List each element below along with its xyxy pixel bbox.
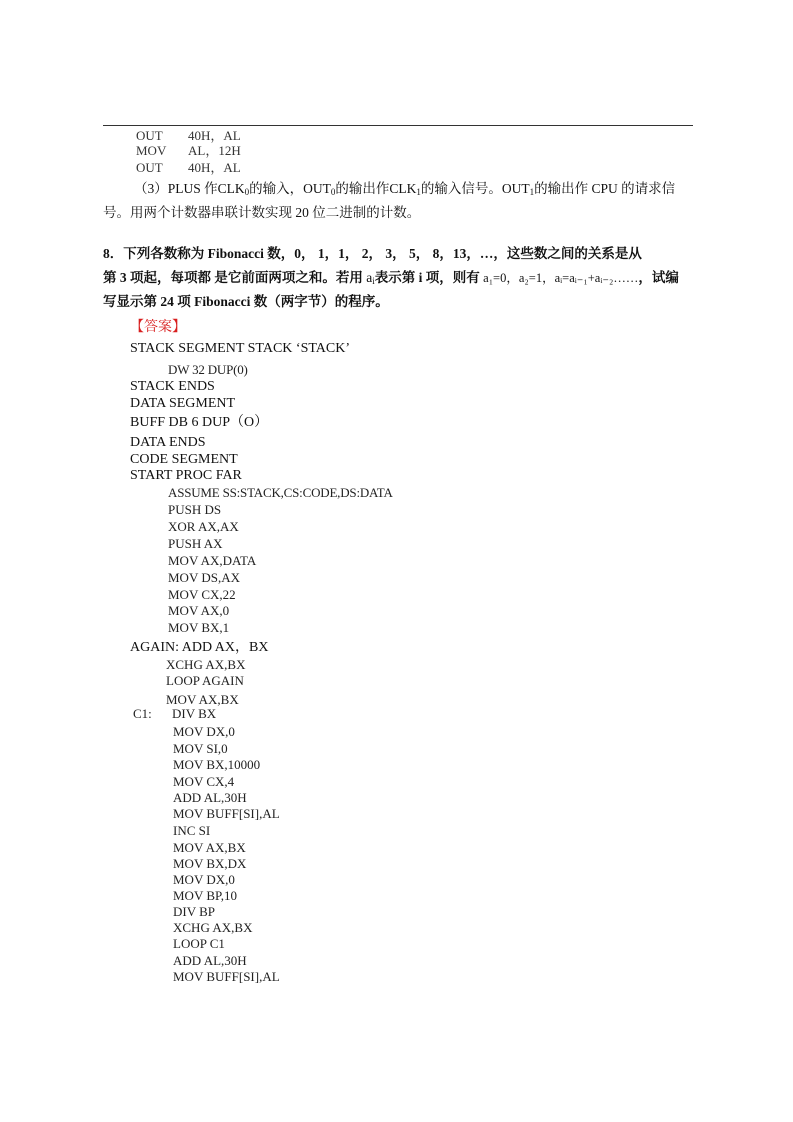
out-symbol: OUT	[501, 181, 530, 196]
code-line: MOV BUFF[SI],AL	[173, 969, 280, 984]
subscript: 0	[330, 187, 336, 197]
note3-text: （3）PLUS 作	[134, 181, 218, 196]
note3-text: 的输出作	[335, 181, 390, 196]
code-line: DIV BP	[173, 904, 216, 919]
code-line: MOV AX,BX	[173, 840, 246, 855]
code-args: AL，12H	[188, 143, 241, 158]
note3-text: 的输入，	[249, 181, 304, 196]
code-line: MOV BP,10	[173, 888, 238, 903]
clk-symbol: CLK	[217, 181, 245, 196]
math-equation: a₁=0，a₂=1，aᵢ=aᵢ₋₁+aᵢ₋₂……	[483, 271, 639, 285]
code-line: BUFF DB 6 DUP（O）	[130, 415, 269, 430]
code-args: 40H，AL	[188, 128, 241, 143]
code-op: OUT	[136, 160, 163, 175]
code-line: MOV AX,0	[168, 603, 230, 618]
note3-text: 的输出作 CPU 的请求信	[534, 181, 676, 196]
code-line: MOV DS,AX	[168, 570, 240, 585]
code-line: MOV BX,1	[168, 620, 230, 635]
code-line: MOV BX,10000	[173, 757, 261, 772]
q8-text: ，试编	[638, 270, 679, 285]
note3-line1	[134, 178, 699, 203]
q8-text: 第 3 项起，每项都 是它前面两项之和。若用	[103, 270, 367, 285]
code-line: MOV DX,0	[173, 872, 235, 887]
note3-text: 的输入信号。	[420, 181, 502, 196]
code-args: 40H，AL	[188, 160, 241, 175]
code-line: PUSH DS	[168, 502, 222, 517]
header-rule	[103, 125, 693, 126]
code-line: XOR AX,AX	[168, 519, 239, 534]
code-line: STACK SEGMENT STACK ‘STACK’	[130, 341, 351, 356]
q8-text: 表示第 i 项，则有	[374, 270, 484, 285]
q8-line3: 写显示第 24 项 Fibonacci 数（两字节）的程序。	[103, 294, 389, 309]
code-line: MOV DX,0	[173, 724, 235, 739]
subscript: 0	[244, 187, 250, 197]
code-line: ADD AL,30H	[173, 790, 247, 805]
q8-line2	[103, 267, 695, 292]
code-line: XCHG AX,BX	[173, 920, 253, 935]
code-line: MOV SI,0	[173, 741, 228, 756]
out-symbol: OUT	[303, 181, 331, 196]
code-line: MOV CX,4	[173, 774, 235, 789]
math-ai: a	[366, 270, 373, 285]
subscript: i	[372, 276, 375, 286]
code-line: ADD AL,30H	[173, 953, 247, 968]
code-line: CODE SEGMENT	[130, 452, 238, 467]
answer-label: 【答案】	[130, 319, 186, 335]
code-line: DATA SEGMENT	[130, 396, 236, 411]
code-line: INC SI	[173, 823, 211, 838]
code-label: C1:	[133, 706, 152, 721]
code-line: MOV BX,DX	[173, 856, 247, 871]
code-line: XCHG AX,BX	[166, 657, 246, 672]
code-line: PUSH AX	[168, 536, 223, 551]
code-line: LOOP C1	[173, 936, 225, 951]
code-label-line: AGAIN: ADD AX，BX	[130, 640, 269, 655]
q8-line1: 8．下列各数称为 Fibonacci 数，0， 1，1， 2， 3， 5， 8，13，…，这些数之间的关系是从	[103, 246, 642, 261]
code-line: DIV BX	[172, 706, 217, 721]
code-line: MOV AX,DATA	[168, 553, 257, 568]
code-line: START PROC FAR	[130, 468, 242, 483]
code-op: MOV	[136, 143, 167, 158]
subscript: 1	[416, 187, 421, 197]
note3-line2: 号。用两个计数器串联计数实现 20 位二进制的计数。	[103, 205, 421, 220]
code-line: STACK ENDS	[130, 379, 215, 394]
code-line: DATA ENDS	[130, 435, 206, 450]
code-line: MOV CX,22	[168, 587, 236, 602]
code-line: MOV BUFF[SI],AL	[173, 806, 280, 821]
code-op: OUT	[136, 128, 163, 143]
subscript: 1	[529, 187, 535, 197]
code-line: LOOP AGAIN	[166, 673, 244, 688]
code-line: MOV AX,BX	[166, 692, 239, 707]
code-line: DW 32 DUP(0)	[168, 362, 248, 377]
code-line: ASSUME SS:STACK,CS:CODE,DS:DATA	[168, 485, 393, 500]
clk-symbol: CLK	[389, 181, 417, 196]
